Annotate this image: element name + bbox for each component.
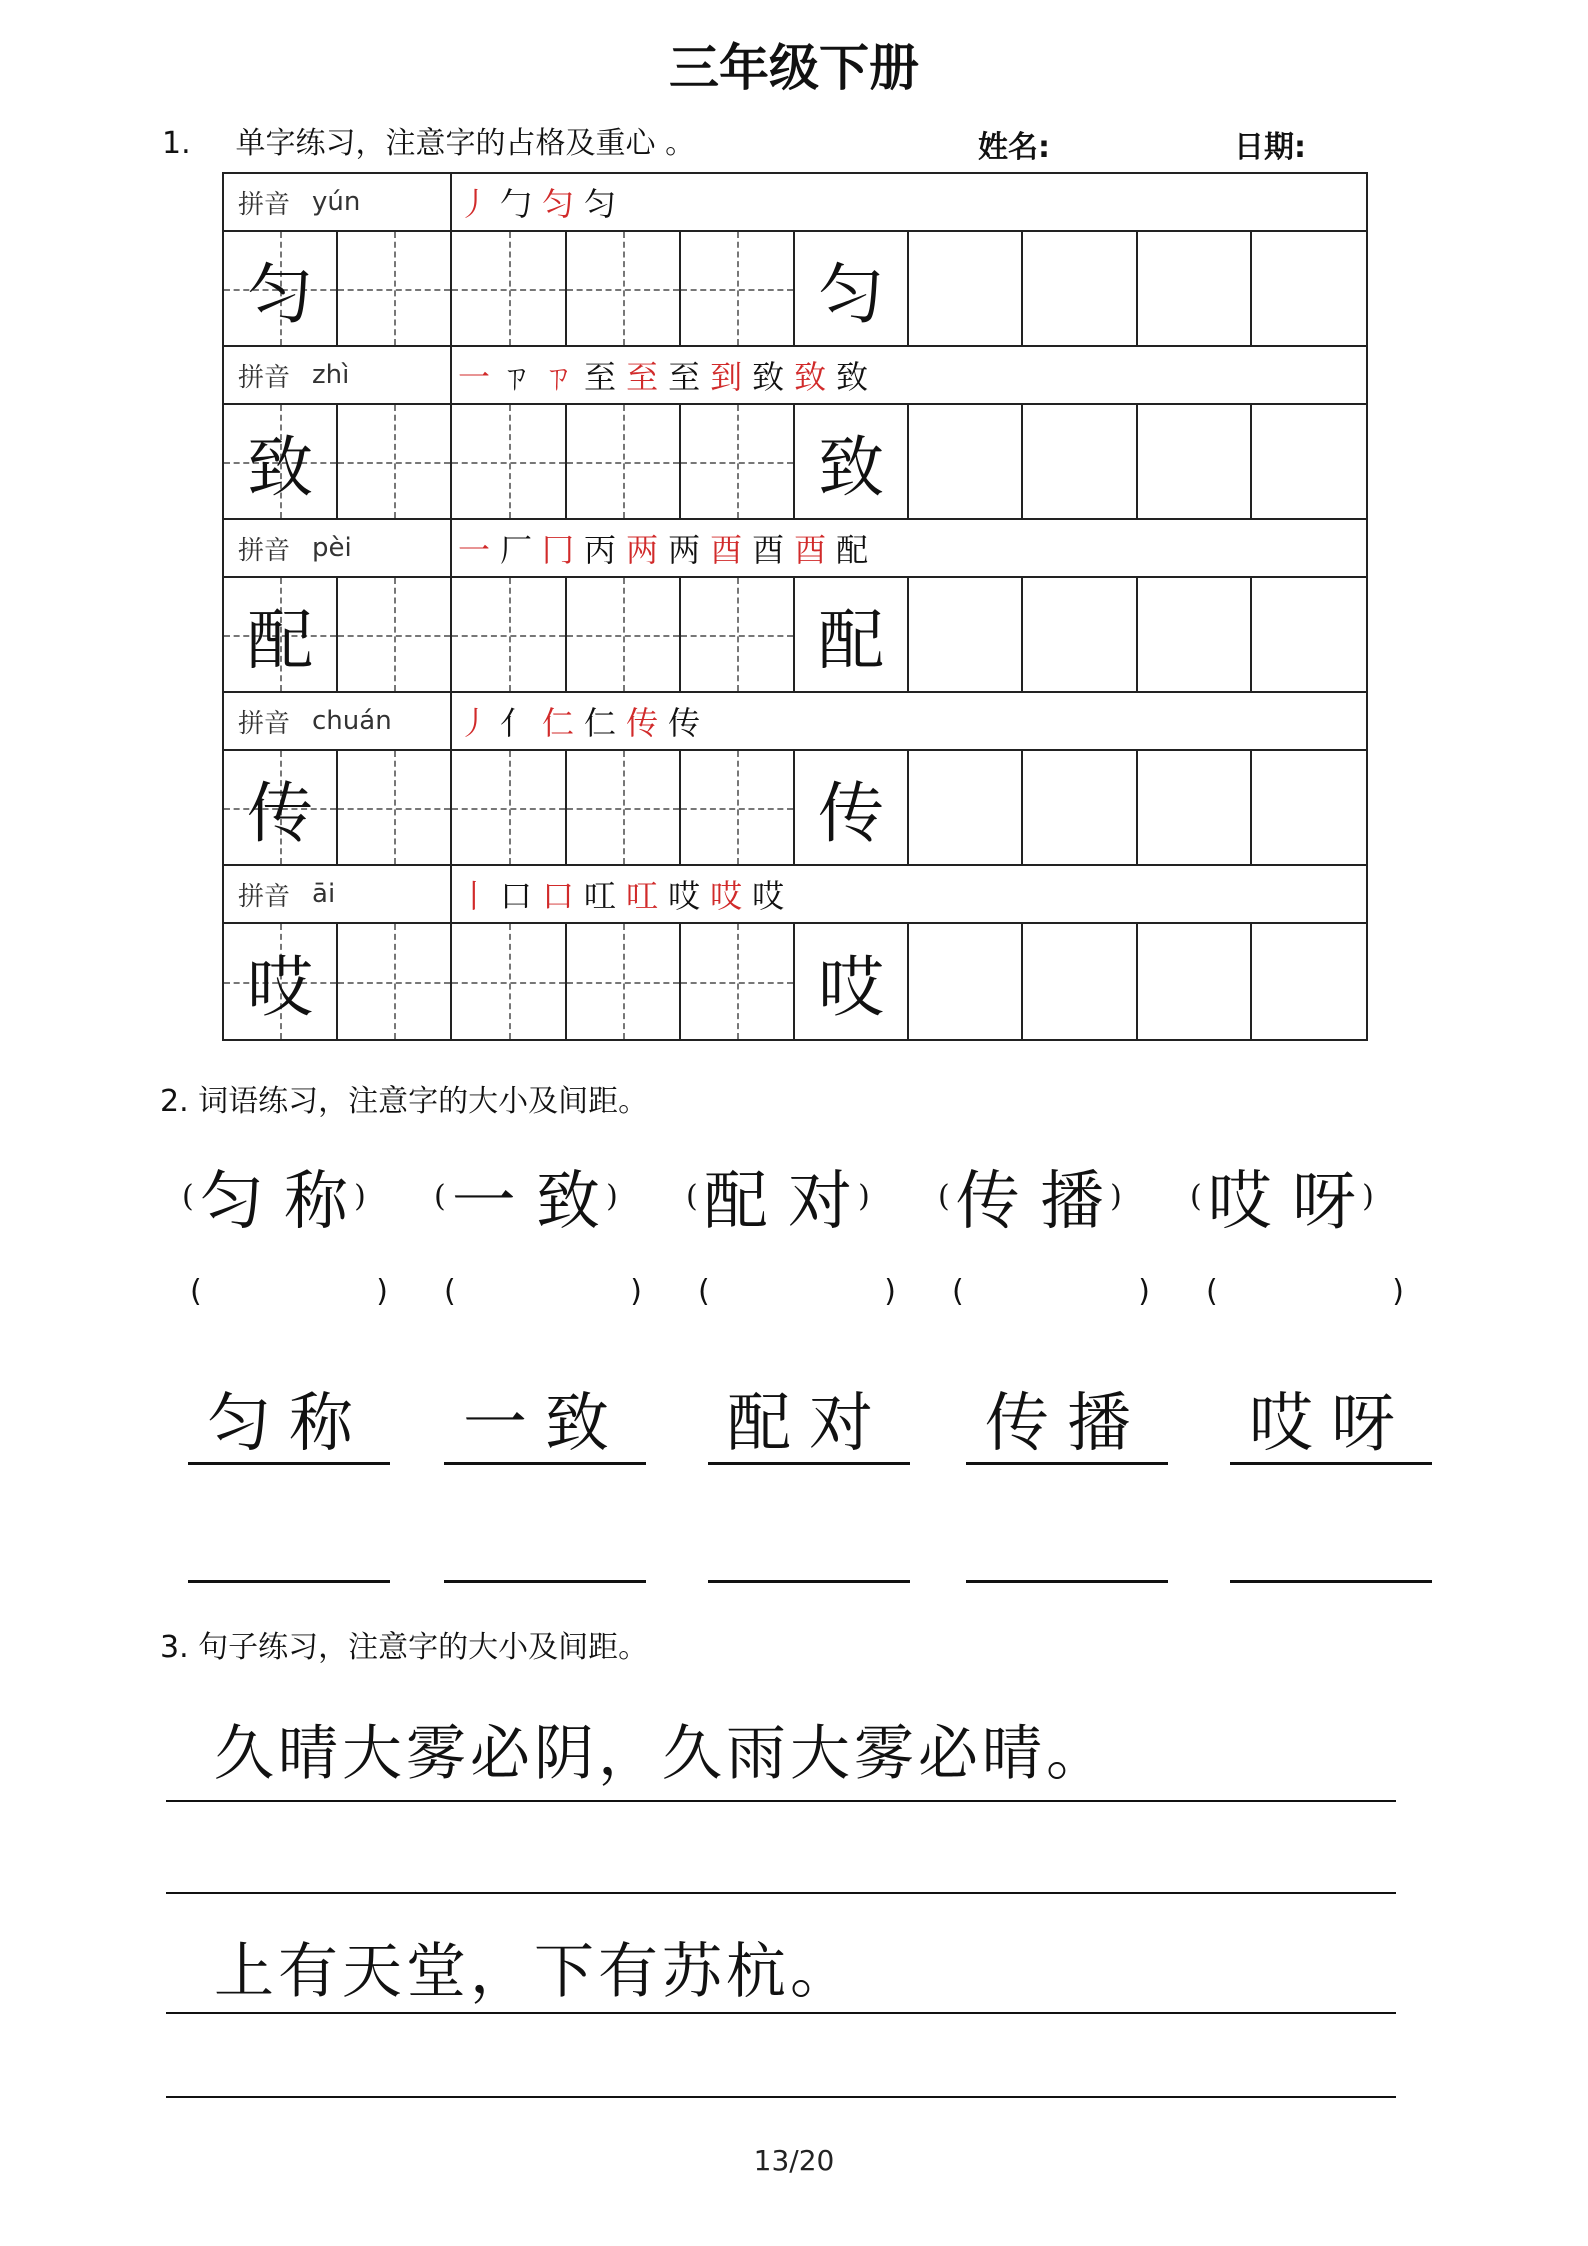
sentence-line (166, 1892, 1396, 1894)
model-char: 致 (818, 429, 885, 506)
pinyin-value: yún (312, 187, 361, 217)
writing-cell[interactable] (567, 232, 681, 345)
open-paren: ( (444, 1274, 456, 1309)
section-1-heading (162, 118, 695, 162)
writing-cell[interactable] (909, 751, 1023, 864)
word-writing-line[interactable] (444, 1580, 646, 1583)
writing-cell[interactable] (1138, 232, 1252, 345)
pinyin-label: 拼音 (238, 708, 291, 739)
writing-cell[interactable] (1023, 405, 1137, 518)
sentence-1: 久晴大雾必阴，久雨大雾必晴。 (214, 1719, 1110, 1789)
stroke-step: 口 (542, 877, 575, 915)
writing-cell[interactable] (224, 924, 338, 1039)
writing-cell[interactable] (224, 405, 338, 518)
stroke-step: 匀 (542, 185, 575, 223)
model-char: 哎 (247, 949, 314, 1026)
writing-cell[interactable] (909, 924, 1023, 1039)
vocab-word (1184, 1150, 1436, 1242)
writing-cell[interactable] (224, 578, 338, 691)
writing-cell[interactable] (452, 405, 566, 518)
pinyin-row (224, 693, 1366, 751)
stroke-step: 配 (836, 531, 869, 569)
stroke-step: 到 (710, 358, 743, 396)
stroke-step: 两 (626, 531, 659, 569)
model-char: 哎 (818, 949, 885, 1026)
section-1-number: 1. (162, 126, 191, 161)
word-writing-line[interactable] (444, 1462, 646, 1465)
pinyin-blank[interactable] (190, 1274, 444, 1309)
model-char: 配 (818, 602, 885, 679)
page-title: 三年级下册 (669, 39, 919, 97)
writing-cell[interactable] (1252, 578, 1366, 691)
writing-cell[interactable] (681, 751, 795, 864)
writing-cell[interactable] (681, 578, 795, 691)
char-practice-row (224, 405, 1366, 520)
open-paren: ( (1190, 1178, 1202, 1214)
sentence-line (166, 1800, 1396, 1802)
section-2-heading: 2. 词语练习，注意字的大小及间距。 (160, 1084, 649, 1119)
model-char: 传 (818, 775, 885, 852)
word-writing-line[interactable] (1230, 1580, 1432, 1583)
pinyin-label: 拼音 (238, 362, 291, 393)
pinyin-value: zhì (312, 360, 350, 390)
stroke-order (452, 866, 794, 922)
writing-cell[interactable] (681, 924, 795, 1039)
writing-cell[interactable] (909, 405, 1023, 518)
word-writing-line[interactable] (708, 1462, 910, 1465)
word-writing-line[interactable] (188, 1462, 390, 1465)
section-1-text: 单字练习，注意字的占格及重心 。 (235, 126, 696, 161)
close-paren: ) (606, 1178, 618, 1214)
vocab-word (176, 1150, 428, 1242)
pinyin-blank[interactable] (1206, 1274, 1460, 1309)
writing-cell[interactable] (1252, 405, 1366, 518)
stroke-step: 酉 (752, 531, 785, 569)
stroke-step: 叿 (626, 877, 659, 915)
word-text: 哎 呀 (1207, 1165, 1357, 1239)
word-writing-line[interactable] (708, 1580, 910, 1583)
pinyin-row (224, 520, 1366, 578)
model-char: 致 (247, 429, 314, 506)
writing-cell[interactable] (338, 751, 452, 864)
open-paren: ( (190, 1274, 202, 1309)
model-char: 配 (247, 602, 314, 679)
pinyin-value: chuán (312, 706, 392, 736)
stroke-step: 丙 (584, 531, 617, 569)
writing-cell[interactable] (795, 578, 909, 691)
word-writing-line[interactable] (966, 1580, 1168, 1583)
sentence-line (166, 2096, 1396, 2098)
close-paren: ) (858, 1178, 870, 1214)
word-writing-line[interactable] (966, 1462, 1168, 1465)
stroke-step: 酉 (794, 531, 827, 569)
stroke-order (452, 693, 710, 749)
writing-cell[interactable] (1252, 924, 1366, 1039)
close-paren: ) (354, 1178, 366, 1214)
stroke-step: 叿 (584, 877, 617, 915)
trace-word: 配对 (727, 1387, 891, 1461)
pinyin-value: pèi (312, 533, 352, 563)
writing-cell[interactable] (1138, 751, 1252, 864)
date-label: 日期: (1234, 130, 1306, 165)
writing-cell[interactable] (224, 232, 338, 345)
writing-cell[interactable] (1252, 751, 1366, 864)
open-paren: ( (938, 1178, 950, 1214)
pinyin-blank[interactable] (698, 1274, 952, 1309)
pinyin-cell (224, 347, 452, 403)
pinyin-label: 拼音 (238, 535, 291, 566)
stroke-order (452, 347, 878, 403)
writing-cell[interactable] (795, 405, 909, 518)
vocab-word (428, 1150, 680, 1242)
writing-cell[interactable] (452, 578, 566, 691)
stroke-step: 哎 (710, 877, 743, 915)
writing-cell[interactable] (909, 232, 1023, 345)
vocab-word (680, 1150, 932, 1242)
pinyin-cell (224, 693, 452, 749)
model-char: 匀 (247, 256, 314, 333)
writing-cell[interactable] (567, 405, 681, 518)
writing-cell[interactable] (224, 751, 338, 864)
stroke-step: 致 (836, 358, 869, 396)
writing-cell[interactable] (567, 578, 681, 691)
stroke-step: 至 (668, 358, 701, 396)
writing-cell[interactable] (1138, 405, 1252, 518)
pinyin-blank-row (190, 1274, 1460, 1309)
pinyin-row (224, 347, 1366, 405)
stroke-step: 一 (458, 531, 491, 569)
stroke-step: 至 (626, 358, 659, 396)
pinyin-cell (224, 174, 452, 230)
pinyin-cell (224, 866, 452, 922)
close-paren: ) (1138, 1274, 1150, 1309)
writing-cell[interactable] (452, 232, 566, 345)
sentence-line (166, 2012, 1396, 2014)
char-practice-row (224, 232, 1366, 347)
open-paren: ( (434, 1178, 446, 1214)
writing-cell[interactable] (452, 751, 566, 864)
stroke-step: 两 (668, 531, 701, 569)
close-paren: ) (884, 1274, 896, 1309)
sentence-2: 上有天堂，下有苏杭。 (214, 1937, 854, 2007)
trace-word: 哎呀 (1249, 1387, 1413, 1461)
name-label: 姓名: (978, 130, 1050, 165)
char-practice-row (224, 751, 1366, 866)
writing-cell[interactable] (338, 405, 452, 518)
word-text: 配 对 (703, 1165, 853, 1239)
pinyin-value: āi (312, 879, 336, 909)
open-paren: ( (686, 1178, 698, 1214)
close-paren: ) (376, 1274, 388, 1309)
stroke-step: 传 (626, 704, 659, 742)
stroke-step: 哎 (752, 877, 785, 915)
stroke-step: 传 (668, 704, 701, 742)
writing-cell[interactable] (567, 924, 681, 1039)
char-practice-row (224, 578, 1366, 693)
stroke-step: 致 (794, 358, 827, 396)
pinyin-row (224, 866, 1366, 924)
stroke-order (452, 174, 626, 230)
word-text: 一 致 (451, 1165, 601, 1239)
writing-cell[interactable] (681, 405, 795, 518)
writing-cell[interactable] (1138, 578, 1252, 691)
trace-word: 传播 (985, 1387, 1149, 1461)
writing-cell[interactable] (681, 232, 795, 345)
writing-cell[interactable] (567, 751, 681, 864)
word-writing-line[interactable] (188, 1580, 390, 1583)
pinyin-blank[interactable] (444, 1274, 698, 1309)
practice-grid (222, 172, 1368, 1041)
word-text: 传 播 (955, 1165, 1105, 1239)
trace-word: 一致 (463, 1387, 627, 1461)
writing-cell[interactable] (1023, 751, 1137, 864)
stroke-step: 酉 (710, 531, 743, 569)
stroke-step: 致 (752, 358, 785, 396)
close-paren: ) (630, 1274, 642, 1309)
stroke-step: 丨 (458, 877, 491, 915)
stroke-step: 仁 (542, 704, 575, 742)
writing-cell[interactable] (338, 578, 452, 691)
model-char: 传 (247, 775, 314, 852)
model-char: 匀 (818, 256, 885, 333)
pinyin-label: 拼音 (238, 189, 291, 220)
writing-cell[interactable] (1252, 232, 1366, 345)
close-paren: ) (1110, 1178, 1122, 1214)
close-paren: ) (1392, 1274, 1404, 1309)
trace-word: 匀称 (207, 1387, 371, 1461)
stroke-step: 丿 (458, 185, 491, 223)
writing-cell[interactable] (1023, 924, 1137, 1039)
vocab-word (932, 1150, 1184, 1242)
writing-cell[interactable] (795, 751, 909, 864)
writing-cell[interactable] (1138, 924, 1252, 1039)
stroke-step: 勹 (500, 185, 533, 223)
stroke-order (452, 520, 878, 576)
writing-cell[interactable] (338, 924, 452, 1039)
writing-cell[interactable] (909, 578, 1023, 691)
stroke-step: 厂 (500, 531, 533, 569)
open-paren: ( (182, 1178, 194, 1214)
open-paren: ( (698, 1274, 710, 1309)
open-paren: ( (952, 1274, 964, 1309)
pinyin-cell (224, 520, 452, 576)
word-text: 匀 称 (199, 1165, 349, 1239)
stroke-step: 仁 (584, 704, 617, 742)
writing-cell[interactable] (338, 232, 452, 345)
stroke-step: ㄗ (500, 358, 533, 396)
stroke-step: 哎 (668, 877, 701, 915)
writing-cell[interactable] (1023, 578, 1137, 691)
pinyin-row (224, 174, 1366, 232)
stroke-step: 匀 (584, 185, 617, 223)
word-list (176, 1150, 1436, 1242)
stroke-step: 亻 (500, 704, 533, 742)
pinyin-blank[interactable] (952, 1274, 1206, 1309)
word-writing-line[interactable] (1230, 1462, 1432, 1465)
writing-cell[interactable] (452, 924, 566, 1039)
open-paren: ( (1206, 1274, 1218, 1309)
section-3-heading: 3. 句子练习，注意字的大小及间距。 (160, 1630, 649, 1665)
stroke-step: 冂 (542, 531, 575, 569)
stroke-step: 丿 (458, 704, 491, 742)
stroke-step: 口 (500, 877, 533, 915)
stroke-step: ㄗ (542, 358, 575, 396)
char-practice-row (224, 924, 1366, 1039)
writing-cell[interactable] (795, 232, 909, 345)
writing-cell[interactable] (1023, 232, 1137, 345)
pinyin-label: 拼音 (238, 881, 291, 912)
stroke-step: 至 (584, 358, 617, 396)
stroke-step: 一 (458, 358, 491, 396)
page-number: 13/20 (753, 2144, 835, 2177)
writing-cell[interactable] (795, 924, 909, 1039)
close-paren: ) (1362, 1178, 1374, 1214)
